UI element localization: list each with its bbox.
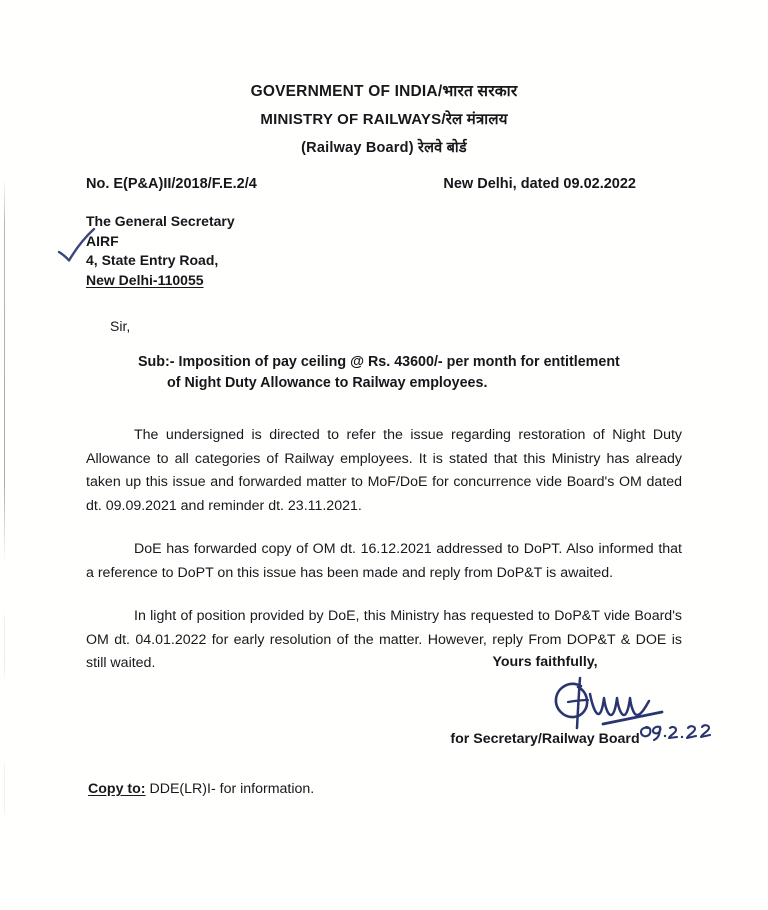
copy-to-recipient: DDE(LR)I- for information. [145,781,315,797]
subject-line-1: Sub:- Imposition of pay ceiling @ Rs. 43600/- per month for entitlement [138,354,620,370]
addressee-designation: The General Secretary [86,213,235,229]
addressee-city-pin: New Delhi-110055 [86,271,204,288]
body-paragraphs [86,424,682,676]
reference-and-date-row [86,176,682,192]
copy-to-line [88,781,314,797]
closing-salutation: Yours faithfully, [492,654,598,670]
place-and-date: New Delhi, dated 09.02.2022 [443,176,636,192]
addressee-block [86,212,235,290]
scan-artifact-line-lower [4,612,5,682]
scan-artifact-line [4,178,5,563]
subject-line [138,352,680,394]
letterhead-board-en: (Railway Board) [301,140,418,156]
addressee-organisation: AIRF [86,232,119,249]
body-paragraph: In light of position provided by DoE, this Ministry has requested to DoP&T vide Board's OM dt. 04.01.2022 for early resolution of the matter. However, reply From DOP&T & DOE is still waited. [86,608,682,671]
body-paragraph: The undersigned is directed to refer the issue regarding restoration of Night Duty Allowance to all categories of Railway employees. It is stated that this Ministry has already taken up this issue and forwarded matter to MoF/DoE for concurrence vide Board's OM dated dt. 09.09.2021 and reminder dt. 23.11.2021. [86,427,682,514]
subject-line-2: of Night Duty Allowance to Railway employees. [167,375,488,391]
letterhead-government-hi: भारत सरकार [442,83,518,100]
signatory-designation: for Secretary/Railway Board [450,731,640,747]
letterhead-government-en: GOVERNMENT OF INDIA/ [250,83,443,100]
reference-number: No. E(P&A)II/2018/F.E.2/4 [86,176,257,192]
letterhead-ministry-hi: रेल मंत्रालय [445,111,508,128]
letterhead [0,78,768,162]
letterhead-ministry-en: MINISTRY OF RAILWAYS/ [260,111,446,128]
body-paragraph: DoE has forwarded copy of OM dt. 16.12.2021 addressed to DoPT. Also informed that a reference to DoPT on this issue has been made and reply from DoP&T is awaited. [86,541,682,581]
addressee-street: 4, State Entry Road, [86,252,219,268]
letterhead-board-hi: रेलवे बोर्ड [417,140,467,156]
letterhead-line-board [0,134,768,162]
salutation: Sir, [110,318,131,334]
copy-to-label: Copy to: [88,781,146,797]
letterhead-line-ministry [0,106,768,134]
scan-artifact-line-lowest [4,760,5,820]
letterhead-line-government [0,78,768,106]
